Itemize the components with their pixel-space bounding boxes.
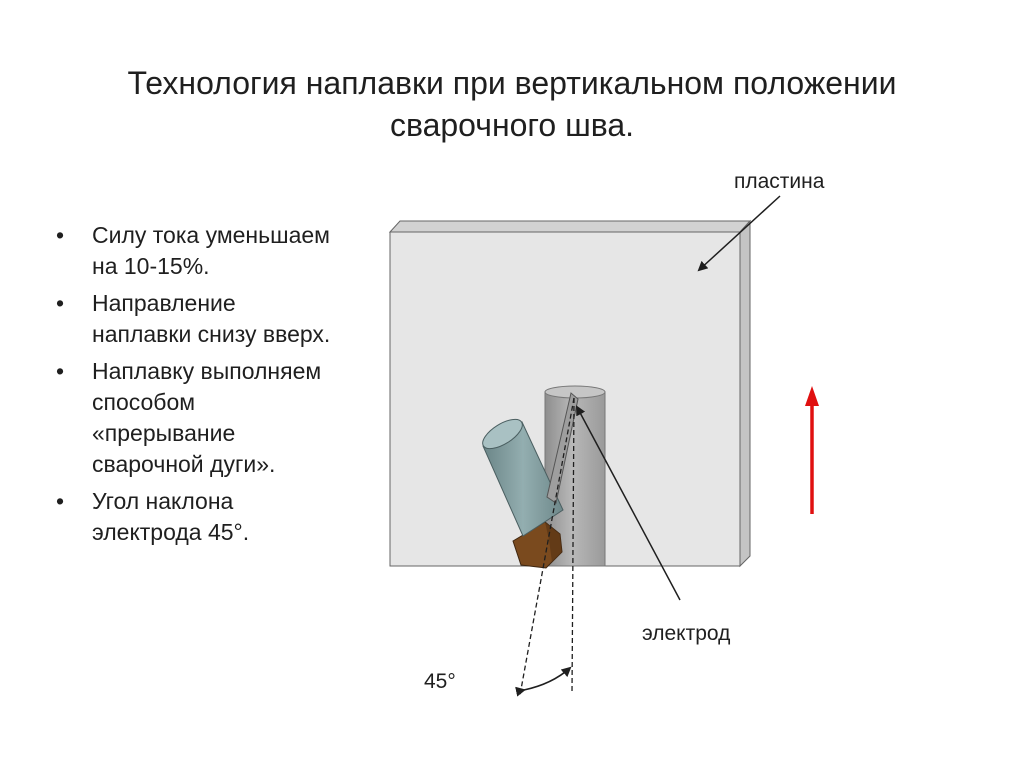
electrode-label: электрод xyxy=(642,622,731,645)
bullet-line: • Наплавку выполняем xyxy=(92,358,322,384)
bullet-line: сварочной дуги». xyxy=(92,451,276,477)
angle-label: 45° xyxy=(424,670,456,693)
direction-up-arrow xyxy=(805,386,819,514)
bullet-line: • Направление xyxy=(92,290,236,316)
direction-arrow-head xyxy=(805,386,819,406)
bullet-line: «прерывание xyxy=(92,420,236,446)
title-line-1: Технология наплавки при вертикальном положении xyxy=(127,65,897,101)
plate-side-edge xyxy=(740,221,750,566)
plate-top-edge xyxy=(390,221,750,232)
bullet-line: на 10-15%. xyxy=(92,253,210,279)
bullet-line: способом xyxy=(92,389,196,415)
title-line-2: сварочного шва. xyxy=(389,107,635,143)
angle-arc-arrow xyxy=(524,668,570,690)
plate-label: пластина xyxy=(734,170,825,193)
bullet-line: электрода 45°. xyxy=(92,519,250,545)
bullet-line: наплавки снизу вверх. xyxy=(92,321,331,347)
bullet-line: • Силу тока уменьшаем xyxy=(92,222,330,248)
bullet-line: • Угол наклона xyxy=(92,488,234,514)
